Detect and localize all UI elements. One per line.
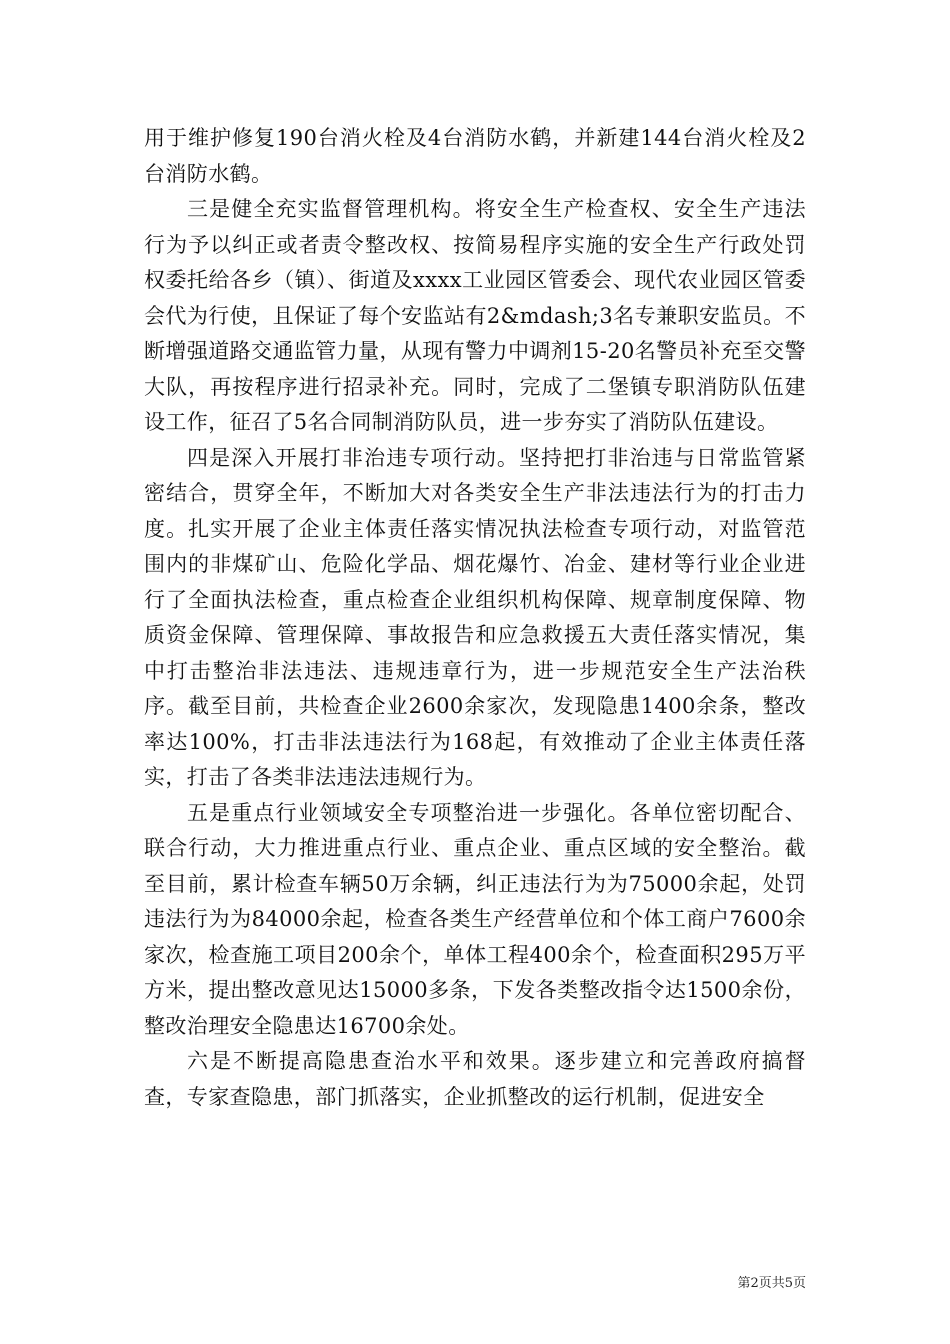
page-number: 第2页共5页 <box>737 1276 806 1291</box>
paragraph-hazard-investigation: 六是不断提高隐患查治水平和效果。逐步建立和完善政府搞督查，专家查隐患，部门抓落实，企业抓整改的运行机制，促进安全 <box>144 1049 806 1109</box>
paragraph-supervision-agencies: 三是健全充实监督管理机构。将安全生产检查权、安全生产违法行为予以纠正或者责令整改权、按简易程序实施的安全生产行政处罚权委托给各乡（镇）、街道及xxxx工业园区管委会、现代农业园区管委会代为行使，且保证了每个安监站有2&mdash;3名专兼职安监员。不断增强道路交通监管力量，从现有警力中调剂15-20名警员补充至交警大队，再按程序进行招录补充。同时，完成了二堡镇专职消防队伍建设工作，征召了5名合同制消防队员，进一步夯实了消防队伍建设。 <box>144 197 806 434</box>
paragraph-special-rectification: 五是重点行业领域安全专项整治进一步强化。各单位密切配合、联合行动，大力推进重点行业、重点企业、重点区域的安全整治。截至目前，累计检查车辆50万余辆，纠正违法行为为75000余起，处罚违法行为为84000余起，检查各类生产经营单位和个体工商户7600余家次，检查施工项目200余个，单体工程400余个，检查面积295万平方米，提出整改意见达15000多条，下发各类整改指令达1500余份，整改治理安全隐患达16700余处。 <box>144 800 806 1038</box>
paragraph-continued: 用于维护修复190台消火栓及4台消防水鹤，并新建144台消火栓及2台消防水鹤。 <box>144 126 806 186</box>
document-body <box>144 121 806 1115</box>
paragraph-crackdown-action: 四是深入开展打非治违专项行动。坚持把打非治违与日常监管紧密结合，贯穿全年，不断加大对各类安全生产非法违法行为的打击力度。扎实开展了企业主体责任落实情况执法检查专项行动，对监管范围内的非煤矿山、危险化学品、烟花爆竹、冶金、建材等行业企业进行了全面执法检查，重点检查企业组织机构保障、规章制度保障、物质资金保障、管理保障、事故报告和应急救援五大责任落实情况，集中打击整治非法违法、违规违章行为，进一步规范安全生产法治秩序。截至目前，共检查企业2600余家次，发现隐患1400余条，整改率达100%，打击非法违法行为168起，有效推动了企业主体责任落实，打击了各类非法违法违规行为。 <box>144 445 806 789</box>
